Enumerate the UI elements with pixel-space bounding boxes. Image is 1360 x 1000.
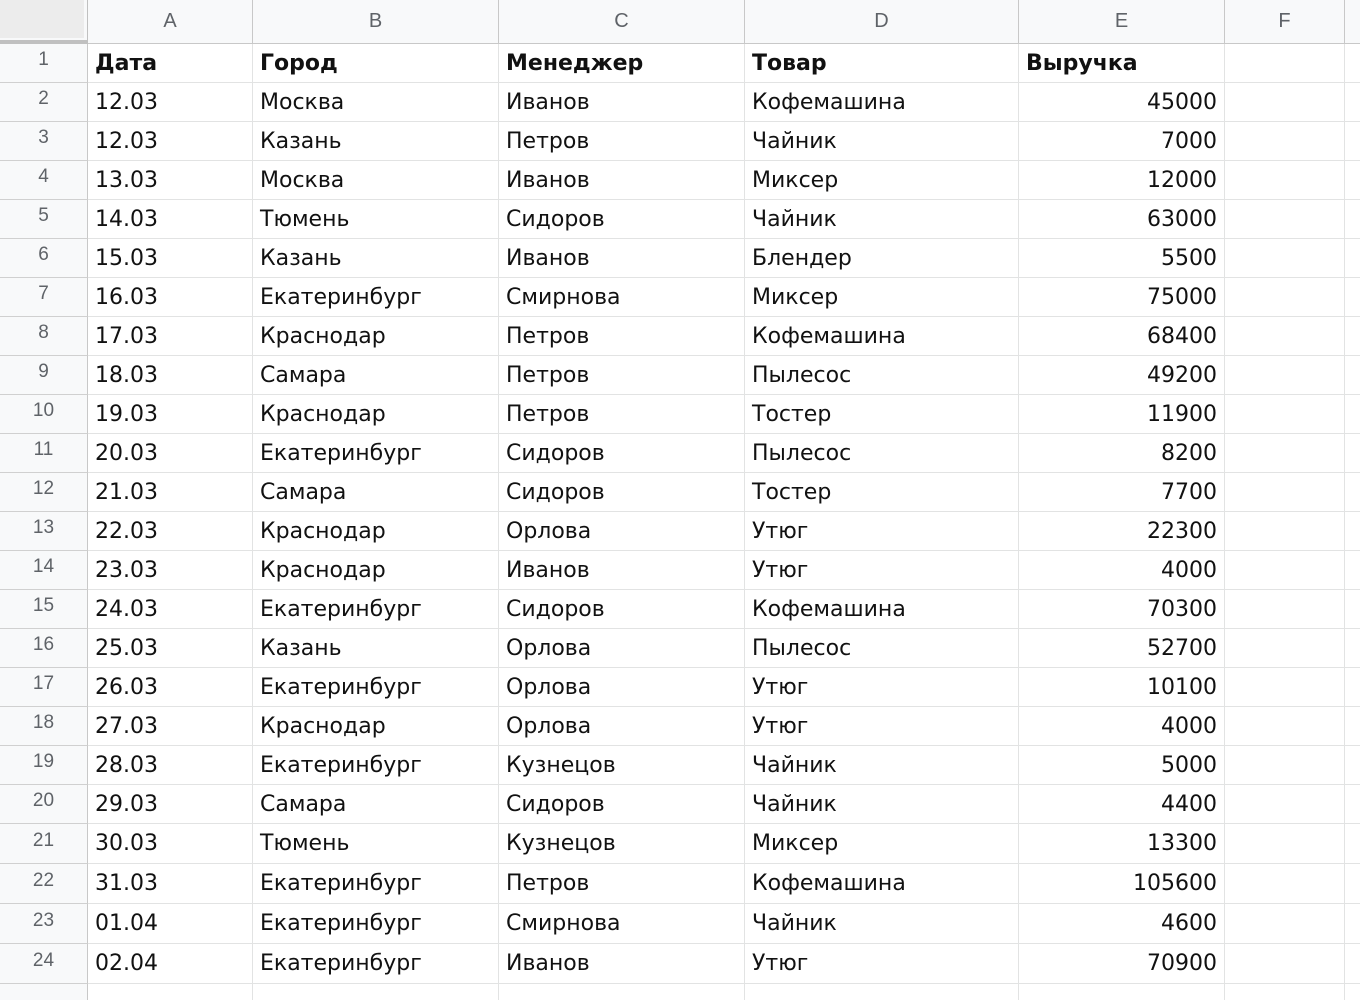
- table-cell[interactable]: [253, 984, 499, 1000]
- table-cell[interactable]: [1345, 551, 1360, 590]
- table-cell[interactable]: [1225, 629, 1345, 668]
- table-cell[interactable]: Орлова: [499, 629, 745, 668]
- table-cell[interactable]: [1345, 356, 1360, 395]
- table-cell[interactable]: [1225, 707, 1345, 746]
- table-cell[interactable]: Пылесос: [745, 629, 1019, 668]
- table-cell[interactable]: [1225, 122, 1345, 161]
- table-cell[interactable]: Краснодар: [253, 551, 499, 590]
- table-cell[interactable]: 22300: [1019, 512, 1225, 551]
- table-cell[interactable]: 70900: [1019, 944, 1225, 984]
- column-header-c[interactable]: C: [499, 0, 745, 44]
- table-cell[interactable]: 105600: [1019, 864, 1225, 904]
- table-cell[interactable]: [1225, 551, 1345, 590]
- row-header[interactable]: 1: [0, 44, 88, 83]
- table-cell[interactable]: Кофемашина: [745, 83, 1019, 122]
- table-cell[interactable]: Чайник: [745, 200, 1019, 239]
- table-cell[interactable]: Миксер: [745, 161, 1019, 200]
- table-cell[interactable]: Утюг: [745, 944, 1019, 984]
- row-header[interactable]: 11: [0, 434, 88, 473]
- table-cell[interactable]: Казань: [253, 122, 499, 161]
- table-cell[interactable]: 14.03: [88, 200, 253, 239]
- table-cell[interactable]: [1345, 278, 1360, 317]
- table-cell[interactable]: Орлова: [499, 668, 745, 707]
- table-cell[interactable]: Петров: [499, 395, 745, 434]
- row-header[interactable]: 22: [0, 864, 88, 904]
- table-cell[interactable]: Орлова: [499, 512, 745, 551]
- table-cell[interactable]: Миксер: [745, 278, 1019, 317]
- table-cell[interactable]: [1345, 434, 1360, 473]
- table-cell[interactable]: Самара: [253, 356, 499, 395]
- table-cell[interactable]: Москва: [253, 161, 499, 200]
- table-cell[interactable]: Москва: [253, 83, 499, 122]
- column-header-g[interactable]: [1345, 0, 1360, 44]
- table-cell[interactable]: Смирнова: [499, 278, 745, 317]
- table-cell[interactable]: [1345, 864, 1360, 904]
- table-cell[interactable]: [1345, 668, 1360, 707]
- table-cell[interactable]: 27.03: [88, 707, 253, 746]
- table-cell[interactable]: [1345, 785, 1360, 824]
- table-cell[interactable]: Екатеринбург: [253, 944, 499, 984]
- table-cell[interactable]: Иванов: [499, 83, 745, 122]
- table-cell[interactable]: 30.03: [88, 824, 253, 864]
- row-header[interactable]: 15: [0, 590, 88, 629]
- table-cell[interactable]: 12.03: [88, 83, 253, 122]
- table-cell[interactable]: Самара: [253, 785, 499, 824]
- table-cell[interactable]: 22.03: [88, 512, 253, 551]
- table-cell[interactable]: Иванов: [499, 161, 745, 200]
- table-cell[interactable]: [1225, 824, 1345, 864]
- table-cell[interactable]: [1345, 746, 1360, 785]
- row-header[interactable]: 13: [0, 512, 88, 551]
- table-cell[interactable]: [1225, 904, 1345, 944]
- table-cell[interactable]: 68400: [1019, 317, 1225, 356]
- table-cell[interactable]: Сидоров: [499, 434, 745, 473]
- table-cell[interactable]: [1345, 83, 1360, 122]
- table-cell[interactable]: 45000: [1019, 83, 1225, 122]
- table-cell[interactable]: [1345, 590, 1360, 629]
- table-cell[interactable]: 16.03: [88, 278, 253, 317]
- table-cell[interactable]: Петров: [499, 122, 745, 161]
- header-cell[interactable]: Выручка: [1019, 44, 1225, 83]
- table-cell[interactable]: [1225, 944, 1345, 984]
- header-cell[interactable]: Город: [253, 44, 499, 83]
- table-cell[interactable]: [1345, 122, 1360, 161]
- row-header[interactable]: 24: [0, 944, 88, 984]
- table-cell[interactable]: [1345, 161, 1360, 200]
- table-cell[interactable]: 13.03: [88, 161, 253, 200]
- table-cell[interactable]: 26.03: [88, 668, 253, 707]
- table-cell[interactable]: [1345, 317, 1360, 356]
- table-cell[interactable]: 19.03: [88, 395, 253, 434]
- table-cell[interactable]: Тостер: [745, 473, 1019, 512]
- table-cell[interactable]: Казань: [253, 239, 499, 278]
- table-cell[interactable]: [88, 984, 253, 1000]
- table-cell[interactable]: 23.03: [88, 551, 253, 590]
- row-header[interactable]: 2: [0, 83, 88, 122]
- table-cell[interactable]: [1345, 512, 1360, 551]
- table-cell[interactable]: [1225, 200, 1345, 239]
- column-header-e[interactable]: E: [1019, 0, 1225, 44]
- row-header[interactable]: [0, 984, 88, 1000]
- table-cell[interactable]: [1225, 83, 1345, 122]
- table-cell[interactable]: [1225, 473, 1345, 512]
- table-cell[interactable]: [1225, 590, 1345, 629]
- table-cell[interactable]: Петров: [499, 356, 745, 395]
- row-header[interactable]: 9: [0, 356, 88, 395]
- table-cell[interactable]: [1225, 395, 1345, 434]
- table-cell[interactable]: 28.03: [88, 746, 253, 785]
- table-cell[interactable]: Иванов: [499, 551, 745, 590]
- table-cell[interactable]: 4000: [1019, 551, 1225, 590]
- table-cell[interactable]: [1225, 239, 1345, 278]
- row-header[interactable]: 6: [0, 239, 88, 278]
- table-cell[interactable]: Сидоров: [499, 785, 745, 824]
- table-cell[interactable]: Екатеринбург: [253, 904, 499, 944]
- table-cell[interactable]: 20.03: [88, 434, 253, 473]
- table-cell[interactable]: Орлова: [499, 707, 745, 746]
- table-cell[interactable]: Иванов: [499, 944, 745, 984]
- table-cell[interactable]: 4600: [1019, 904, 1225, 944]
- select-all-corner[interactable]: [0, 0, 88, 44]
- row-header[interactable]: 12: [0, 473, 88, 512]
- table-cell[interactable]: 63000: [1019, 200, 1225, 239]
- table-cell[interactable]: [1345, 473, 1360, 512]
- table-cell[interactable]: [1345, 824, 1360, 864]
- table-cell[interactable]: [1345, 200, 1360, 239]
- table-cell[interactable]: Утюг: [745, 512, 1019, 551]
- column-header-d[interactable]: D: [745, 0, 1019, 44]
- row-header[interactable]: 14: [0, 551, 88, 590]
- table-cell[interactable]: Екатеринбург: [253, 590, 499, 629]
- table-cell[interactable]: 15.03: [88, 239, 253, 278]
- header-cell[interactable]: [1345, 44, 1360, 83]
- table-cell[interactable]: [1225, 984, 1345, 1000]
- table-cell[interactable]: [499, 984, 745, 1000]
- row-header[interactable]: 20: [0, 785, 88, 824]
- row-header[interactable]: 4: [0, 161, 88, 200]
- table-cell[interactable]: Иванов: [499, 239, 745, 278]
- row-header[interactable]: 8: [0, 317, 88, 356]
- table-cell[interactable]: 4400: [1019, 785, 1225, 824]
- table-cell[interactable]: Пылесос: [745, 434, 1019, 473]
- column-header-b[interactable]: B: [253, 0, 499, 44]
- table-cell[interactable]: Екатеринбург: [253, 864, 499, 904]
- table-cell[interactable]: 12000: [1019, 161, 1225, 200]
- table-cell[interactable]: Петров: [499, 864, 745, 904]
- table-cell[interactable]: 5000: [1019, 746, 1225, 785]
- table-cell[interactable]: Сидоров: [499, 590, 745, 629]
- table-cell[interactable]: [1225, 746, 1345, 785]
- table-cell[interactable]: 31.03: [88, 864, 253, 904]
- table-cell[interactable]: 18.03: [88, 356, 253, 395]
- table-cell[interactable]: Чайник: [745, 785, 1019, 824]
- table-cell[interactable]: 75000: [1019, 278, 1225, 317]
- table-cell[interactable]: Тостер: [745, 395, 1019, 434]
- table-cell[interactable]: Екатеринбург: [253, 746, 499, 785]
- row-header[interactable]: 18: [0, 707, 88, 746]
- table-cell[interactable]: Чайник: [745, 122, 1019, 161]
- table-cell[interactable]: 02.04: [88, 944, 253, 984]
- table-cell[interactable]: 21.03: [88, 473, 253, 512]
- table-cell[interactable]: 13300: [1019, 824, 1225, 864]
- column-header-f[interactable]: F: [1225, 0, 1345, 44]
- table-cell[interactable]: Утюг: [745, 551, 1019, 590]
- table-cell[interactable]: [1225, 864, 1345, 904]
- table-cell[interactable]: Блендер: [745, 239, 1019, 278]
- table-cell[interactable]: [1345, 239, 1360, 278]
- table-cell[interactable]: Чайник: [745, 904, 1019, 944]
- table-cell[interactable]: 29.03: [88, 785, 253, 824]
- table-cell[interactable]: Петров: [499, 317, 745, 356]
- table-cell[interactable]: [1345, 944, 1360, 984]
- table-cell[interactable]: 12.03: [88, 122, 253, 161]
- table-cell[interactable]: [1225, 512, 1345, 551]
- row-header[interactable]: 23: [0, 904, 88, 944]
- table-cell[interactable]: Краснодар: [253, 317, 499, 356]
- table-cell[interactable]: 10100: [1019, 668, 1225, 707]
- table-cell[interactable]: 25.03: [88, 629, 253, 668]
- table-cell[interactable]: 01.04: [88, 904, 253, 944]
- table-cell[interactable]: [1019, 984, 1225, 1000]
- table-cell[interactable]: Краснодар: [253, 395, 499, 434]
- header-cell[interactable]: Менеджер: [499, 44, 745, 83]
- table-cell[interactable]: Краснодар: [253, 512, 499, 551]
- table-cell[interactable]: [1225, 278, 1345, 317]
- table-cell[interactable]: Сидоров: [499, 473, 745, 512]
- row-header[interactable]: 3: [0, 122, 88, 161]
- table-cell[interactable]: Казань: [253, 629, 499, 668]
- table-cell[interactable]: Утюг: [745, 668, 1019, 707]
- row-header[interactable]: 5: [0, 200, 88, 239]
- table-cell[interactable]: 52700: [1019, 629, 1225, 668]
- table-cell[interactable]: 7700: [1019, 473, 1225, 512]
- table-cell[interactable]: Утюг: [745, 707, 1019, 746]
- table-cell[interactable]: Тюмень: [253, 824, 499, 864]
- table-cell[interactable]: Кофемашина: [745, 590, 1019, 629]
- row-header[interactable]: 7: [0, 278, 88, 317]
- table-cell[interactable]: Смирнова: [499, 904, 745, 944]
- row-header[interactable]: 19: [0, 746, 88, 785]
- row-header[interactable]: 17: [0, 668, 88, 707]
- table-cell[interactable]: Миксер: [745, 824, 1019, 864]
- table-cell[interactable]: [1225, 317, 1345, 356]
- table-cell[interactable]: 17.03: [88, 317, 253, 356]
- header-cell[interactable]: Дата: [88, 44, 253, 83]
- table-cell[interactable]: Кофемашина: [745, 864, 1019, 904]
- table-cell[interactable]: Екатеринбург: [253, 278, 499, 317]
- table-cell[interactable]: Екатеринбург: [253, 434, 499, 473]
- table-cell[interactable]: [1225, 356, 1345, 395]
- table-cell[interactable]: 7000: [1019, 122, 1225, 161]
- table-cell[interactable]: Краснодар: [253, 707, 499, 746]
- table-cell[interactable]: 24.03: [88, 590, 253, 629]
- table-cell[interactable]: 8200: [1019, 434, 1225, 473]
- table-cell[interactable]: Кофемашина: [745, 317, 1019, 356]
- table-cell[interactable]: Самара: [253, 473, 499, 512]
- table-cell[interactable]: [1225, 785, 1345, 824]
- table-cell[interactable]: [1225, 161, 1345, 200]
- table-cell[interactable]: [1345, 395, 1360, 434]
- table-cell[interactable]: Кузнецов: [499, 824, 745, 864]
- table-cell[interactable]: [1225, 668, 1345, 707]
- table-cell[interactable]: [745, 984, 1019, 1000]
- table-cell[interactable]: 4000: [1019, 707, 1225, 746]
- column-header-a[interactable]: A: [88, 0, 253, 44]
- table-cell[interactable]: Екатеринбург: [253, 668, 499, 707]
- table-cell[interactable]: [1225, 434, 1345, 473]
- row-header[interactable]: 21: [0, 824, 88, 864]
- table-cell[interactable]: [1345, 904, 1360, 944]
- row-header[interactable]: 10: [0, 395, 88, 434]
- table-cell[interactable]: 70300: [1019, 590, 1225, 629]
- table-cell[interactable]: Чайник: [745, 746, 1019, 785]
- header-cell[interactable]: Товар: [745, 44, 1019, 83]
- table-cell[interactable]: [1345, 707, 1360, 746]
- table-cell[interactable]: 49200: [1019, 356, 1225, 395]
- table-cell[interactable]: [1345, 984, 1360, 1000]
- table-cell[interactable]: Тюмень: [253, 200, 499, 239]
- table-cell[interactable]: Пылесос: [745, 356, 1019, 395]
- table-cell[interactable]: [1345, 629, 1360, 668]
- row-header[interactable]: 16: [0, 629, 88, 668]
- table-cell[interactable]: Кузнецов: [499, 746, 745, 785]
- table-cell[interactable]: 11900: [1019, 395, 1225, 434]
- table-cell[interactable]: 5500: [1019, 239, 1225, 278]
- table-cell[interactable]: Сидоров: [499, 200, 745, 239]
- header-cell[interactable]: [1225, 44, 1345, 83]
